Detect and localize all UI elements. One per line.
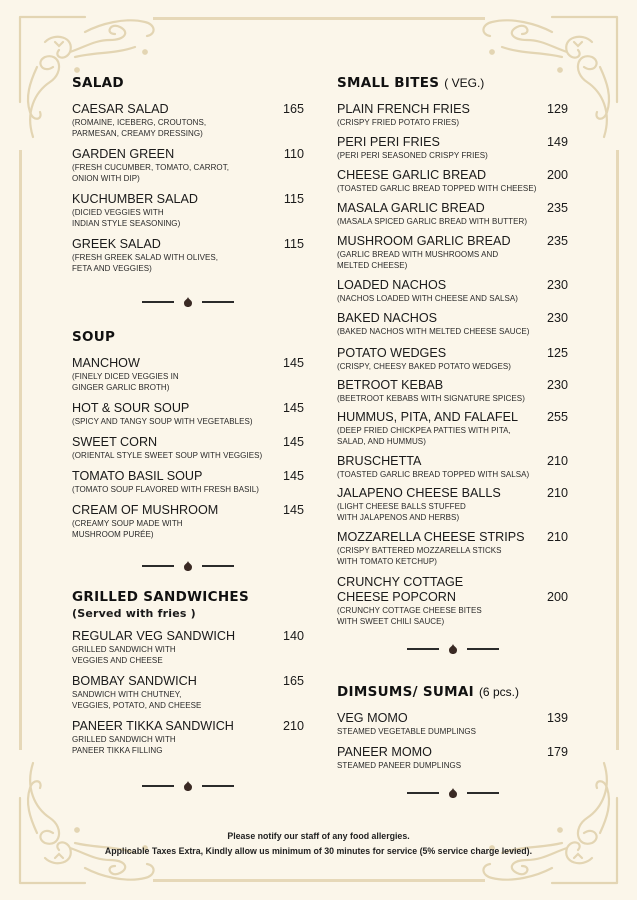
item-price: 115 [283, 192, 304, 206]
item-desc: (TOASTED GARLIC BREAD TOPPED WITH CHEESE) [337, 184, 537, 193]
menu-item [72, 674, 304, 711]
item-price: 145 [282, 469, 304, 483]
item-desc: (NACHOS LOADED WITH CHEESE AND SALSA) [337, 294, 518, 303]
item-price: 200 [546, 590, 568, 604]
section-subtitle: (Served with fries ) [72, 607, 196, 620]
menu-item [72, 102, 304, 139]
item-name: KUCHUMBER SALAD [72, 192, 198, 206]
section-divider [337, 785, 568, 801]
item-name: POTATO WEDGES [337, 346, 447, 360]
item-name: SWEET CORN [72, 435, 158, 449]
item-desc: STEAMED PANEER DUMPLINGS [337, 761, 462, 770]
item-name: MANCHOW [72, 356, 140, 370]
menu-item [337, 454, 568, 480]
frame-bottom-border [153, 879, 485, 882]
item-desc: (CRISPY FRIED POTATO FRIES) [337, 118, 460, 127]
item-desc: (DEEP FRIED CHICKPEA PATTIES WITH PITA, SALAD, AND HUMMUS) [337, 426, 511, 446]
menu-item [337, 234, 568, 271]
menu-item [337, 168, 568, 194]
item-price: 115 [283, 237, 304, 251]
leaf-icon [182, 296, 194, 308]
menu-item [337, 378, 568, 404]
frame-left-border [19, 150, 22, 750]
section-divider [72, 294, 304, 310]
frame-top-border [153, 17, 485, 20]
item-price: 235 [546, 201, 568, 215]
item-price: 165 [282, 102, 304, 116]
item-desc: (FINELY DICED VEGGIES IN GINGER GARLIC BROTH) [72, 372, 179, 392]
section-small-bites [337, 74, 568, 627]
item-price: 210 [282, 719, 304, 733]
item-name: GREEK SALAD [72, 237, 161, 251]
section-title [337, 683, 568, 701]
item-desc: (TOASTED GARLIC BREAD TOPPED WITH SALSA) [337, 470, 530, 479]
item-desc: (CRISPY BATTERED MOZZARELLA STICKS WITH TOMATO KETCHUP) [337, 546, 502, 566]
right-column [337, 70, 568, 801]
menu-item [337, 711, 568, 737]
left-column [72, 70, 304, 794]
item-price: 140 [282, 629, 304, 643]
section-title-text: SMALL BITES [337, 75, 440, 91]
item-desc: STEAMED VEGETABLE DUMPLINGS [337, 727, 477, 736]
section-grilled-sandwiches [72, 588, 304, 756]
item-price: 230 [546, 278, 568, 292]
item-name: LOADED NACHOS [337, 278, 447, 292]
section-title: SALAD [72, 75, 124, 91]
item-desc: (BAKED NACHOS WITH MELTED CHEESE SAUCE) [337, 327, 530, 336]
item-name: MASALA GARLIC BREAD [337, 201, 485, 215]
menu-item [337, 410, 568, 447]
section-title-text: DIMSUMS/ SUMAI [337, 684, 474, 700]
menu-item [72, 192, 304, 229]
item-price: 145 [282, 401, 304, 415]
menu-item [337, 201, 568, 227]
item-desc: (GARLIC BREAD WITH MUSHROOMS AND MELTED CHEESE) [337, 250, 499, 270]
menu-item [337, 745, 568, 771]
item-desc: (TOMATO SOUP FLAVORED WITH FRESH BASIL) [72, 485, 260, 494]
item-name: BAKED NACHOS [337, 311, 438, 325]
menu-item [72, 503, 304, 540]
section-title: SOUP [72, 329, 116, 345]
item-desc: (CRISPY, CHEESY BAKED POTATO WEDGES) [337, 362, 511, 371]
menu-item [72, 435, 304, 461]
item-price: 230 [546, 311, 568, 325]
item-name: PERI PERI FRIES [337, 135, 440, 149]
item-price: 210 [546, 530, 568, 544]
item-name: CREAM OF MUSHROOM [72, 503, 219, 517]
item-price: 210 [546, 454, 568, 468]
item-price: 210 [546, 486, 568, 500]
item-name: CAESAR SALAD [72, 102, 169, 116]
item-desc: GRILLED SANDWICH WITH PANEER TIKKA FILLING [72, 735, 176, 755]
menu-item [72, 356, 304, 393]
item-desc: (FRESH CUCUMBER, TOMATO, CARROT, ONION WITH DIP) [72, 163, 230, 183]
section-title-suffix: ( VEG.) [444, 76, 485, 90]
menu-item [337, 346, 568, 372]
tax-service-notice: Applicable Taxes Extra, Kindly allow us minimum of 30 minutes for service (5% service charge levied). [104, 846, 533, 856]
item-name: HUMMUS, PITA, AND FALAFEL [337, 410, 519, 424]
item-name: PANEER MOMO [337, 745, 432, 759]
allergy-notice: Please notify our staff of any food allergies. [227, 831, 410, 841]
item-desc: (DICIED VEGGIES WITH INDIAN STYLE SEASONING) [72, 208, 181, 228]
menu-item [337, 575, 568, 627]
section-divider [337, 641, 568, 657]
item-price: 255 [546, 410, 568, 424]
item-name: VEG MOMO [337, 711, 408, 725]
item-desc: (CREAMY SOUP MADE WITH MUSHROOM PURÉE) [72, 519, 183, 539]
item-price: 149 [546, 135, 568, 149]
section-salad [72, 74, 304, 274]
item-price: 145 [282, 503, 304, 517]
item-price: 235 [546, 234, 568, 248]
item-name: BOMBAY SANDWICH [72, 674, 197, 688]
menu-item [337, 486, 568, 523]
section-divider [72, 558, 304, 574]
section-dimsums [337, 683, 568, 771]
menu-item [337, 135, 568, 161]
menu-item [337, 102, 568, 128]
frame-right-border [616, 150, 619, 750]
menu-item [72, 237, 304, 274]
section-title: GRILLED SANDWICHES [72, 589, 249, 605]
section-title-suffix: (6 pcs.) [478, 685, 519, 699]
item-name: MUSHROOM GARLIC BREAD [337, 234, 511, 248]
item-desc: (ROMAINE, ICEBERG, CROUTONS, PARMESAN, CREAMY DRESSING) [72, 118, 207, 138]
item-price: 139 [546, 711, 568, 725]
item-name: REGULAR VEG SANDWICH [72, 629, 236, 643]
item-desc: (FRESH GREEK SALAD WITH OLIVES, FETA AND VEGGIES) [72, 253, 219, 273]
item-price: 200 [546, 168, 568, 182]
item-desc: (PERI PERI SEASONED CRISPY FRIES) [337, 151, 488, 160]
item-name: MOZZARELLA CHEESE STRIPS [337, 530, 525, 544]
item-price: 110 [283, 147, 304, 161]
menu-item [337, 311, 568, 337]
item-price: 145 [282, 356, 304, 370]
item-name: BETROOT KEBAB [337, 378, 444, 392]
item-name: JALAPENO CHEESE BALLS [337, 486, 501, 500]
leaf-icon [447, 787, 459, 799]
item-name: CRUNCHY COTTAGE CHEESE POPCORN [337, 575, 464, 604]
menu-item [72, 401, 304, 427]
menu-item [337, 278, 568, 304]
item-price: 125 [546, 346, 568, 360]
item-name: PANEER TIKKA SANDWICH [72, 719, 234, 733]
leaf-icon [447, 643, 459, 655]
section-soup [72, 328, 304, 540]
item-name: TOMATO BASIL SOUP [72, 469, 203, 483]
item-desc: (CRUNCHY COTTAGE CHEESE BITES WITH SWEET CHILI SAUCE) [337, 606, 482, 626]
item-desc: SANDWICH WITH CHUTNEY, VEGGIES, POTATO, AND CHEESE [72, 690, 202, 710]
menu-item [72, 469, 304, 495]
item-desc: GRILLED SANDWICH WITH VEGGIES AND CHEESE [72, 645, 176, 665]
menu-item [337, 530, 568, 567]
section-title [337, 74, 568, 92]
item-desc: (ORIENTAL STYLE SWEET SOUP WITH VEGGIES) [72, 451, 263, 460]
item-name: CHEESE GARLIC BREAD [337, 168, 487, 182]
item-price: 230 [546, 378, 568, 392]
item-name: PLAIN FRENCH FRIES [337, 102, 470, 116]
menu-item [72, 719, 304, 756]
item-price: 145 [282, 435, 304, 449]
item-desc: (LIGHT CHEESE BALLS STUFFED WITH JALAPENOS AND HERBS) [337, 502, 466, 522]
leaf-icon [182, 780, 194, 792]
menu-item [72, 629, 304, 666]
item-name: HOT & SOUR SOUP [72, 401, 190, 415]
leaf-icon [182, 560, 194, 572]
item-desc: (MASALA SPICED GARLIC BREAD WITH BUTTER) [337, 217, 528, 226]
item-name: BRUSCHETTA [337, 454, 422, 468]
item-price: 179 [546, 745, 568, 759]
item-name: GARDEN GREEN [72, 147, 175, 161]
menu-item [72, 147, 304, 184]
item-desc: (BEETROOT KEBABS WITH SIGNATURE SPICES) [337, 394, 525, 403]
item-desc: (SPICY AND TANGY SOUP WITH VEGETABLES) [72, 417, 253, 426]
section-divider [72, 778, 304, 794]
item-price: 129 [546, 102, 568, 116]
item-price: 165 [282, 674, 304, 688]
